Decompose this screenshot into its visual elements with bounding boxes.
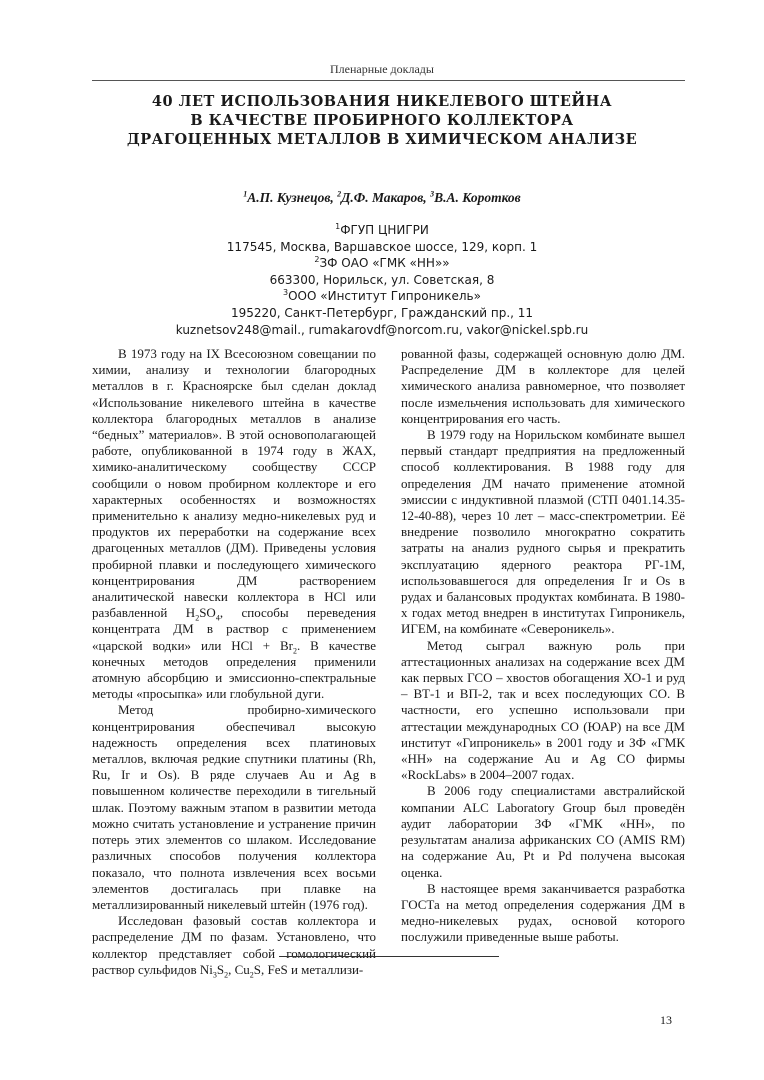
text-run: SO: [199, 605, 216, 621]
text-run: В 1973 году на IX Всесоюзном совещании по химии, анализу и технологии благородных металлов в г. Красноярске был сделан доклад «Использование никелевого штейна в качестве коллектора благородных металлов в анализе “бедных” материалов». В этой основополагающей работе, опубликованной в 1974 году в ЖАХ, химико-аналитическому сообществу СССР сообщили о новом пробирном коллекторе и его характерных особенностях и возможностях применительно к анализу медно-никелевых руд и продуктов их переработки на содержание всех драгоценных металлов (ДМ). Приведены условия пробирной плавки и последующего химического концентрирования ДМ растворением аналитической навески коллектора в HCl или разбавленной H: [92, 346, 376, 621]
author-sup: 1: [243, 189, 248, 199]
subscript: 2: [195, 613, 200, 623]
affiliation-address: 117545, Москва, Варшавское шоссе, 129, корп. 1: [226, 239, 538, 254]
article-title: [60, 92, 704, 149]
text-run: S: [216, 961, 225, 977]
paragraph-continued: рованной фазы, содержащей основную долю ДМ. Распределение ДМ в коллекторе для целей химического анализа равномерное, что позволяет после измельчения использовать для химического концентрирования его часть.: [401, 346, 685, 426]
affiliation-org: [60, 288, 704, 305]
text-run: , Cu: [228, 961, 250, 977]
author-name: Д.Ф. Макаров,: [341, 190, 431, 205]
subscript: 4: [215, 613, 220, 623]
paragraph: В настоящее время заканчивается разработка ГОСТа на метод определения содержания ДМ в медно-никелевых рудах, основой которого послужили приведенные выше работы.: [401, 880, 685, 945]
author-list: [0, 190, 764, 206]
body-column-right: [401, 346, 685, 946]
affiliation-org: [60, 255, 704, 272]
subscript: 3: [212, 970, 217, 980]
text-run: S, FeS и металлизи-: [253, 961, 364, 977]
paragraph: Метод пробирно-химического концентрирования обеспечивал высокую надежность определения всех платиновых металлов, включая редкие спутники платины (Rh, Ru, Ir и Os). В ряде случаев Au и Ag в повышенном количестве переходили в тигельный шлак. Поэтому важным этапом в развитии метода можно считать установление и устранение причин потерь этих элементов со шлаком. Исследование различных способов получения коллектора показало, что полнота извлечения всех восьми элементов достигалась при плавке на металлизированный никелевый штейн (1976 год).: [92, 702, 376, 912]
end-rule: [279, 956, 499, 957]
text-run: Исследован фазовый состав коллектора и распределение ДМ по фазам. Установлено, что коллектор представляет собой гомологический раствор сульфидов Ni: [92, 913, 376, 977]
subscript: 2: [293, 646, 298, 656]
author-name: В.А. Коротков: [434, 190, 521, 205]
subscript: 2: [224, 970, 229, 980]
text-run: , способы переведения концентрата ДМ в раствор с применением «царской водки» или HCl + Br: [92, 605, 376, 653]
paragraph: [92, 346, 376, 702]
header-rule: [92, 80, 685, 81]
author-name: А.П. Кузнецов,: [247, 190, 338, 205]
paragraph: В 2006 году специалистами австралийской компании ALC Laboratory Group был проведён аудит лаборатории ЗФ «ГМК «НН», по результатам анализа африканских СО (AMIS RM) на содержание Au, Pt и Pd получена высокая оценка.: [401, 783, 685, 880]
text-run: . В качестве конечных методов определения применили атомную абсорбцию и эмиссионно-спектральные методы «просыпка» или глобульной дуги.: [92, 637, 376, 702]
affiliations: [60, 222, 704, 338]
title-line: 40 ЛЕТ ИСПОЛЬЗОВАНИЯ НИКЕЛЕВОГО ШТЕЙНА: [151, 93, 613, 110]
affiliation-address: 663300, Норильск, ул. Советская, 8: [269, 272, 495, 287]
org-name: ФГУП ЦНИГРИ: [340, 223, 429, 237]
running-header: Пленарные доклады: [330, 62, 434, 76]
title-line: В КАЧЕСТВЕ ПРОБИРНОГО КОЛЛЕКТОРА: [190, 112, 574, 129]
paragraph: В 1979 году на Норильском комбинате вышел первый стандарт предприятия на предложенный способ коллектирования. В 1988 году для определения ДМ начато применение атомной эмиссии с индуктивной плазмой (СТП 0401.14.35-12-40-88), через 10 лет – масс-спектрометрии. Её внедрение позволило многократно сократить затраты на анализ рудного сырья и прекратить эксплуатацию ядерного реактора РГ-1М, использовавшегося для определения Ir и Os в рудах и балансовых продуктах комбината. В 1980-х годах метод внедрен в институтах Гипроникель, ИГЕМ, на комбинате «Североникель».: [401, 427, 685, 637]
author-emails: kuznetsov248@mail., rumakarovdf@norcom.ru, vakor@nickel.spb.ru: [175, 322, 589, 337]
paragraph: [92, 913, 376, 978]
aff-sup: 1: [335, 222, 341, 231]
page-number: 13: [660, 1013, 672, 1027]
org-name: ООО «Институт Гипроникель»: [288, 289, 481, 304]
aff-sup: 2: [314, 255, 320, 265]
author-sup: 3: [430, 189, 435, 199]
aff-sup: 3: [283, 288, 289, 298]
subscript: 2: [249, 970, 254, 980]
paragraph: Метод сыграл важную роль при аттестационных анализах на содержание всех ДМ как первых ГСО – хвостов обогащения ХО-1 и руд – ВТ-1 и ВП-2, так и всех последующих СО. В частности, его успешно использовали при аттестации международных СО (ЮАР) на все ДМ институт «Гипроникель» в 2001 году и ЗФ «ГМК «НН» на содержание Au и Ag СО фирмы «RockLabs» в 2004–2007 годах.: [401, 637, 685, 783]
affiliation-address: 195220, Санкт-Петербург, Гражданский пр., 11: [230, 305, 534, 320]
title-line: ДРАГОЦЕННЫХ МЕТАЛЛОВ В ХИМИЧЕСКОМ АНАЛИЗЕ: [126, 131, 638, 148]
author-sup: 2: [337, 189, 342, 199]
body-column-left: [92, 346, 376, 978]
affiliation-org: [60, 222, 704, 239]
org-name: ЗФ ОАО «ГМК «НН»»: [319, 256, 450, 271]
